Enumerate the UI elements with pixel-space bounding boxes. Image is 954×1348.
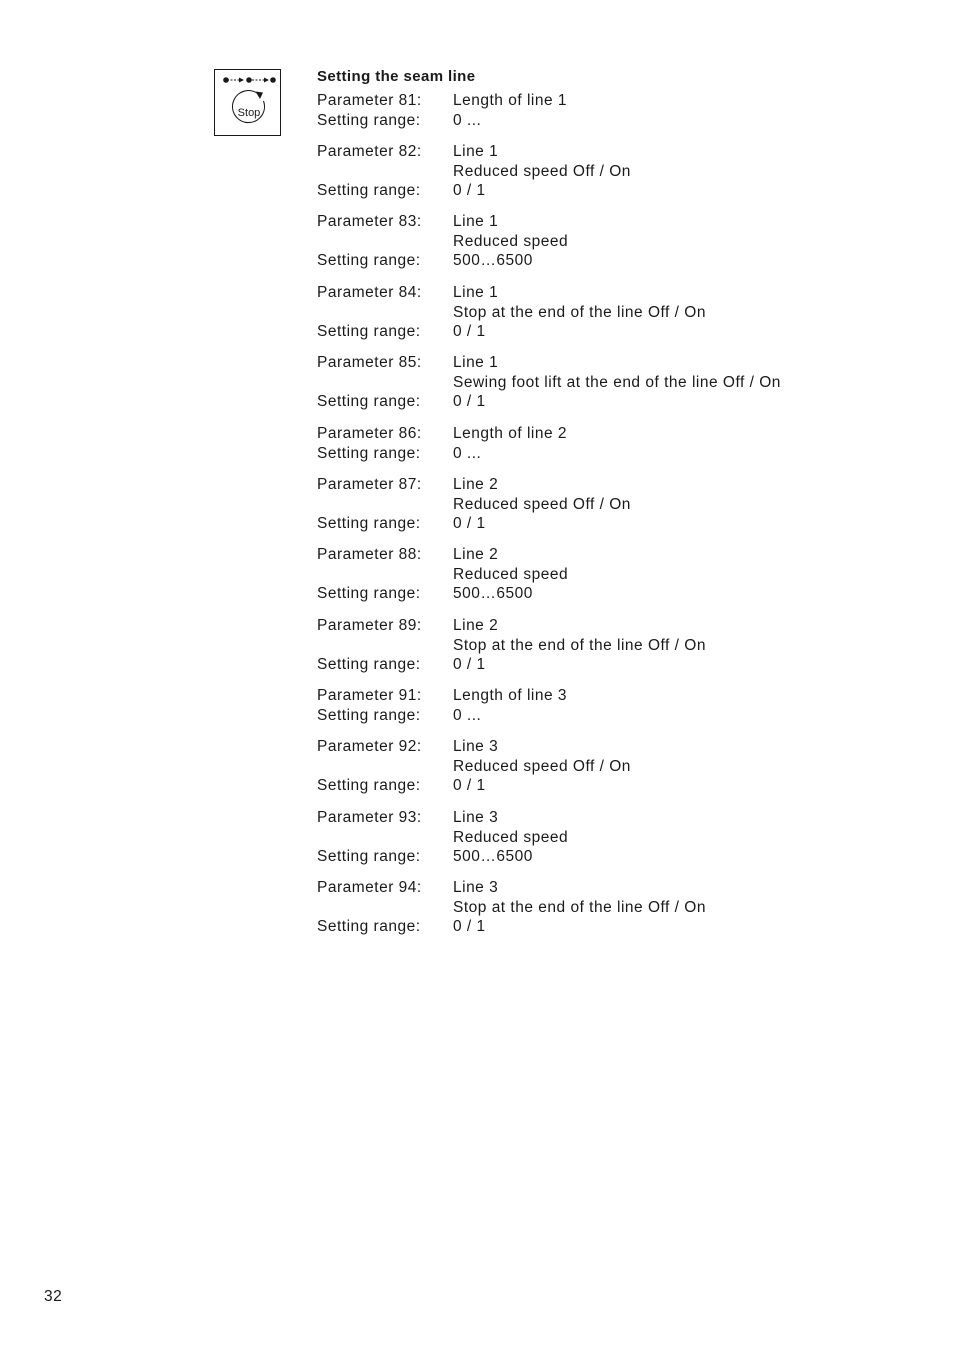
parameter-block bbox=[317, 545, 837, 604]
setting-range-value: 500…6500 bbox=[453, 585, 533, 602]
parameter-description: Line 3 bbox=[453, 879, 499, 896]
parameter-row bbox=[317, 475, 837, 495]
parameter-description-detail: Reduced speed bbox=[453, 232, 569, 250]
parameter-description: Length of line 3 bbox=[453, 687, 568, 704]
parameter-description-detail: Reduced speed Off / On bbox=[453, 162, 631, 180]
parameter-label: Parameter 82: bbox=[317, 143, 422, 160]
parameter-block bbox=[317, 353, 837, 412]
parameter-description: Line 3 bbox=[453, 809, 499, 826]
setting-range-value: 500…6500 bbox=[453, 848, 533, 865]
parameter-row bbox=[317, 878, 837, 898]
parameter-label: Parameter 88: bbox=[317, 546, 422, 563]
parameter-description: Line 2 bbox=[453, 546, 499, 563]
parameter-label: Parameter 94: bbox=[317, 879, 422, 896]
setting-range-label: Setting range: bbox=[317, 444, 421, 462]
setting-range-value: 0 ... bbox=[453, 111, 482, 129]
parameter-row bbox=[317, 737, 837, 757]
parameter-block bbox=[317, 686, 837, 725]
setting-range-label: Setting range: bbox=[317, 252, 421, 269]
parameter-description-detail: Sewing foot lift at the end of the line Off / On bbox=[453, 373, 781, 391]
parameter-label: Parameter 86: bbox=[317, 425, 422, 442]
parameter-block bbox=[317, 424, 837, 463]
parameter-row bbox=[317, 686, 837, 706]
parameter-row bbox=[317, 776, 837, 796]
parameter-row bbox=[317, 232, 837, 252]
setting-range-value: 0 ... bbox=[453, 706, 482, 724]
parameter-row bbox=[317, 616, 837, 636]
setting-range-label: Setting range: bbox=[317, 182, 421, 199]
parameter-label: Parameter 91: bbox=[317, 687, 422, 704]
parameter-row bbox=[317, 808, 837, 828]
parameter-label: Parameter 84: bbox=[317, 284, 422, 301]
parameter-row bbox=[317, 353, 837, 373]
parameter-row bbox=[317, 636, 837, 656]
parameter-row bbox=[317, 283, 837, 303]
parameter-row bbox=[317, 565, 837, 585]
parameter-description-detail: Reduced speed Off / On bbox=[453, 757, 631, 775]
parameter-description-detail: Reduced speed bbox=[453, 565, 569, 583]
setting-range-value: 0 / 1 bbox=[453, 777, 486, 794]
setting-range-label: Setting range: bbox=[317, 706, 421, 724]
parameter-row bbox=[317, 584, 837, 604]
parameter-label: Parameter 85: bbox=[317, 354, 422, 371]
parameter-row bbox=[317, 111, 837, 131]
parameter-description-detail: Reduced speed Off / On bbox=[453, 495, 631, 513]
seam-line-stop-graphic bbox=[215, 70, 282, 137]
setting-range-label: Setting range: bbox=[317, 585, 421, 602]
parameter-block bbox=[317, 212, 837, 271]
parameter-label: Parameter 92: bbox=[317, 738, 422, 755]
parameter-label: Parameter 89: bbox=[317, 617, 422, 634]
parameter-row bbox=[317, 212, 837, 232]
parameter-row bbox=[317, 828, 837, 848]
parameter-block bbox=[317, 878, 837, 937]
parameter-row bbox=[317, 322, 837, 342]
parameter-description: Length of line 2 bbox=[453, 425, 568, 442]
parameter-row bbox=[317, 514, 837, 534]
setting-range-value: 0 / 1 bbox=[453, 323, 486, 340]
setting-range-value: 0 / 1 bbox=[453, 182, 486, 199]
parameter-description: Line 1 bbox=[453, 213, 499, 230]
parameter-row bbox=[317, 706, 837, 726]
setting-range-label: Setting range: bbox=[317, 515, 421, 532]
parameter-block bbox=[317, 283, 837, 342]
parameter-label: Parameter 87: bbox=[317, 476, 422, 493]
setting-range-label: Setting range: bbox=[317, 111, 421, 129]
parameter-row bbox=[317, 757, 837, 777]
setting-range-value: 0 / 1 bbox=[453, 515, 486, 532]
parameter-label: Parameter 93: bbox=[317, 809, 422, 826]
parameter-description: Line 2 bbox=[453, 476, 499, 493]
setting-range-label: Setting range: bbox=[317, 323, 421, 340]
parameter-row bbox=[317, 444, 837, 464]
parameter-description: Line 3 bbox=[453, 738, 499, 755]
parameter-row bbox=[317, 847, 837, 867]
parameter-description-detail: Reduced speed bbox=[453, 828, 569, 846]
stop-label: Stop bbox=[237, 107, 261, 119]
parameter-label: Parameter 83: bbox=[317, 213, 422, 230]
parameter-row bbox=[317, 162, 837, 182]
setting-range-value: 0 / 1 bbox=[453, 393, 486, 410]
page-number: 32 bbox=[44, 1288, 63, 1305]
setting-range-label: Setting range: bbox=[317, 848, 421, 865]
parameter-block bbox=[317, 616, 837, 675]
parameter-description: Line 1 bbox=[453, 284, 499, 301]
section-title: Setting the seam line bbox=[317, 68, 476, 85]
parameter-description: Line 1 bbox=[453, 354, 499, 371]
setting-range-value: 0 ... bbox=[453, 444, 482, 462]
parameter-row bbox=[317, 251, 837, 271]
parameter-description: Length of line 1 bbox=[453, 92, 568, 109]
parameter-block bbox=[317, 142, 837, 201]
setting-range-value: 0 / 1 bbox=[453, 918, 486, 935]
parameter-description-detail: Stop at the end of the line Off / On bbox=[453, 898, 706, 916]
parameter-description: Line 2 bbox=[453, 617, 499, 634]
parameter-block bbox=[317, 91, 837, 130]
parameter-row bbox=[317, 91, 837, 111]
parameter-row bbox=[317, 545, 837, 565]
parameter-row bbox=[317, 898, 837, 918]
parameter-description-detail: Stop at the end of the line Off / On bbox=[453, 303, 706, 321]
parameter-row bbox=[317, 181, 837, 201]
setting-range-label: Setting range: bbox=[317, 918, 421, 935]
parameter-block bbox=[317, 737, 837, 796]
parameter-row bbox=[317, 392, 837, 412]
parameter-row bbox=[317, 142, 837, 162]
setting-range-label: Setting range: bbox=[317, 777, 421, 794]
parameter-row bbox=[317, 495, 837, 515]
parameter-row bbox=[317, 917, 837, 937]
parameter-row bbox=[317, 655, 837, 675]
parameter-label: Parameter 81: bbox=[317, 92, 422, 109]
seam-line-stop-icon bbox=[214, 69, 281, 136]
parameter-description-detail: Stop at the end of the line Off / On bbox=[453, 636, 706, 654]
setting-range-value: 0 / 1 bbox=[453, 656, 486, 673]
parameter-block bbox=[317, 475, 837, 534]
parameter-block bbox=[317, 808, 837, 867]
setting-range-value: 500…6500 bbox=[453, 252, 533, 269]
parameter-row bbox=[317, 303, 837, 323]
parameter-row bbox=[317, 424, 837, 444]
parameter-row bbox=[317, 373, 837, 393]
setting-range-label: Setting range: bbox=[317, 393, 421, 410]
parameter-description: Line 1 bbox=[453, 143, 499, 160]
setting-range-label: Setting range: bbox=[317, 656, 421, 673]
